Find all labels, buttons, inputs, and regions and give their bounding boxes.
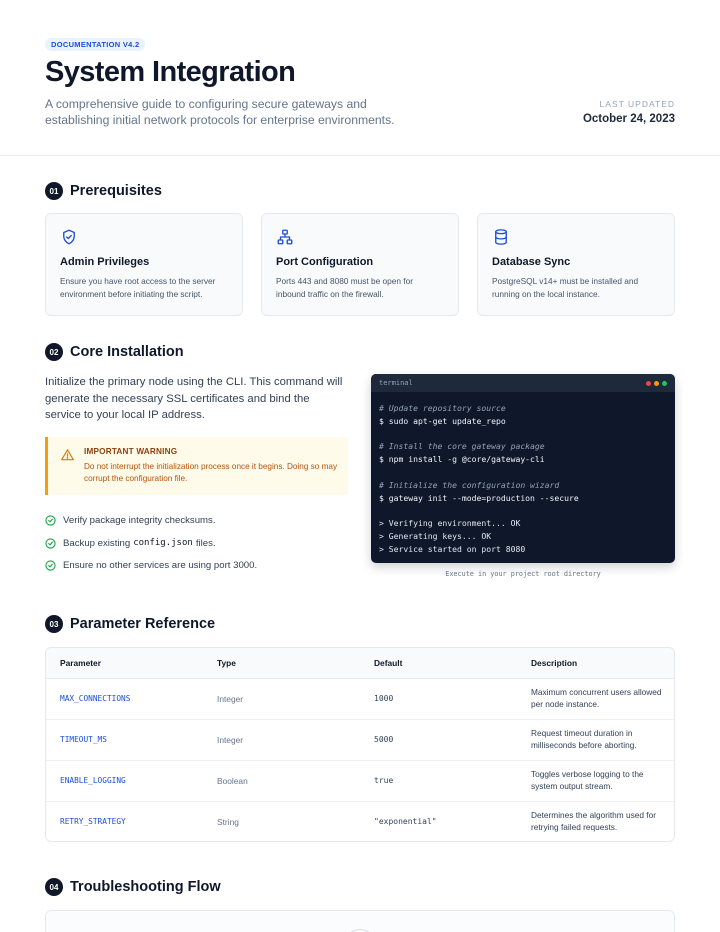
terminal-title-bar <box>371 374 675 392</box>
warning-text: Do not interrupt the initialization process once it begins. Doing so may corrupt the configuration file. <box>84 462 338 483</box>
card-description: PostgreSQL v14+ must be installed and running on the local instance. <box>492 276 639 299</box>
list-item <box>45 532 257 555</box>
param-name: TIMEOUT_MS <box>46 719 203 760</box>
section-title: Prerequisites <box>70 183 162 199</box>
terminal-output-line: > Service started on port 8080 <box>379 543 526 554</box>
checklist <box>45 509 257 577</box>
check-circle-icon <box>45 515 56 526</box>
section-installation-heading <box>45 343 184 361</box>
param-description: Maximum concurrent users allowed per node instance. <box>517 678 674 719</box>
column-header: Default <box>360 648 517 678</box>
warning-callout <box>45 437 348 495</box>
troubleshooting-flow-diagram <box>45 910 675 932</box>
section-number: 02 <box>45 343 63 361</box>
section-title: Core Installation <box>70 344 184 360</box>
param-type: Integer <box>203 719 360 760</box>
page-subtitle: A comprehensive guide to configuring secure gateways and establishing initial network protocols for enterprise environments. <box>45 97 395 127</box>
terminal-blank-line <box>379 504 667 517</box>
section-number: 04 <box>45 878 63 896</box>
param-name: RETRY_STRATEGY <box>60 817 126 827</box>
table-row <box>46 760 674 801</box>
terminal-output-line: > Verifying environment... OK <box>379 518 521 529</box>
param-description: Determines the algorithm used for retrying failed requests. <box>531 810 656 832</box>
param-description: Request timeout duration in milliseconds before aborting. <box>517 719 674 760</box>
terminal-blank-line <box>379 428 667 441</box>
network-icon <box>276 228 294 246</box>
section-number: 03 <box>45 615 63 633</box>
list-item <box>45 555 257 578</box>
terminal-blank-line <box>379 466 667 479</box>
table-header-row <box>46 648 674 678</box>
close-dot-icon <box>646 381 651 386</box>
param-name: MAX_CONNECTIONS <box>46 678 203 719</box>
terminal-comment-line: # Install the core gateway package <box>379 441 545 452</box>
column-header: Description <box>517 648 674 678</box>
card-description: Ports 443 and 8080 must be open for inbound traffic on the firewall. <box>276 276 413 299</box>
terminal-window[interactable] <box>371 374 675 563</box>
terminal-output-line: > Generating keys... OK <box>379 530 492 541</box>
param-default: 1000 <box>360 678 517 719</box>
card-title: Port Configuration <box>276 256 374 268</box>
column-header: Type <box>203 648 360 678</box>
page-title: System Integration <box>45 56 296 88</box>
param-default: 5000 <box>360 719 517 760</box>
param-default: "exponential" <box>374 817 437 827</box>
page-header <box>0 0 720 156</box>
warning-title: IMPORTANT WARNING <box>84 447 178 456</box>
prereq-card-database <box>477 213 675 316</box>
table-row <box>46 719 674 760</box>
param-default: true <box>360 760 517 801</box>
section-number: 01 <box>45 182 63 200</box>
param-description: Toggles verbose logging to the system output stream. <box>517 760 674 801</box>
param-type: Integer <box>203 678 360 719</box>
check-circle-icon <box>45 560 56 571</box>
inline-code: config.json <box>133 538 193 549</box>
section-title: Troubleshooting Flow <box>70 879 221 895</box>
check-text: Backup existing <box>63 537 131 549</box>
section-troubleshooting-heading <box>45 878 221 896</box>
check-circle-icon <box>45 538 56 549</box>
parameter-table <box>45 647 675 842</box>
prereq-card-ports <box>261 213 459 316</box>
maximize-dot-icon <box>662 381 667 386</box>
minimize-dot-icon <box>654 381 659 386</box>
section-parameters-heading <box>45 615 215 633</box>
installation-intro: Initialize the primary node using the CLI. This command will generate the necessary SSL certificates and bind the service to your local IP address. <box>45 376 343 421</box>
last-updated-date: October 24, 2023 <box>582 113 675 125</box>
terminal-label: terminal <box>379 379 413 387</box>
check-text: files. <box>195 537 216 549</box>
card-title: Admin Privileges <box>60 256 150 268</box>
param-type: String <box>217 816 239 827</box>
prereq-card-admin <box>45 213 243 316</box>
param-type: Boolean <box>203 760 360 801</box>
table-row <box>46 678 674 719</box>
check-text: Ensure no other services are using port 3000. <box>63 560 258 572</box>
section-prerequisites-heading <box>45 182 162 200</box>
param-name: ENABLE_LOGGING <box>46 760 203 801</box>
terminal-command-line: $ gateway init --mode=production --secure <box>379 492 579 503</box>
card-description: Ensure you have root access to the server environment before initiating the script. <box>60 276 216 299</box>
column-header: Parameter <box>46 648 203 678</box>
section-title: Parameter Reference <box>70 616 216 632</box>
last-updated-label: LAST UPDATED <box>599 99 675 109</box>
terminal-command-line: $ npm install -g @core/gateway-cli <box>379 454 545 465</box>
version-badge: DOCUMENTATION V4.2 <box>45 38 145 51</box>
list-item <box>45 509 257 532</box>
card-title: Database Sync <box>492 256 571 268</box>
shield-icon <box>60 228 78 246</box>
terminal-command-line: $ sudo apt-get update_repo <box>379 415 506 426</box>
terminal-comment-line: # Update repository source <box>379 403 506 413</box>
table-row <box>46 801 674 842</box>
terminal-caption: Execute in your project root directory <box>445 570 601 578</box>
terminal-body <box>371 392 675 556</box>
terminal-comment-line: # Initialize the configuration wizard <box>379 479 560 490</box>
warning-icon <box>60 448 75 462</box>
database-icon <box>492 228 510 246</box>
check-text: Verify package integrity checksums. <box>63 514 216 526</box>
window-controls <box>646 381 667 386</box>
